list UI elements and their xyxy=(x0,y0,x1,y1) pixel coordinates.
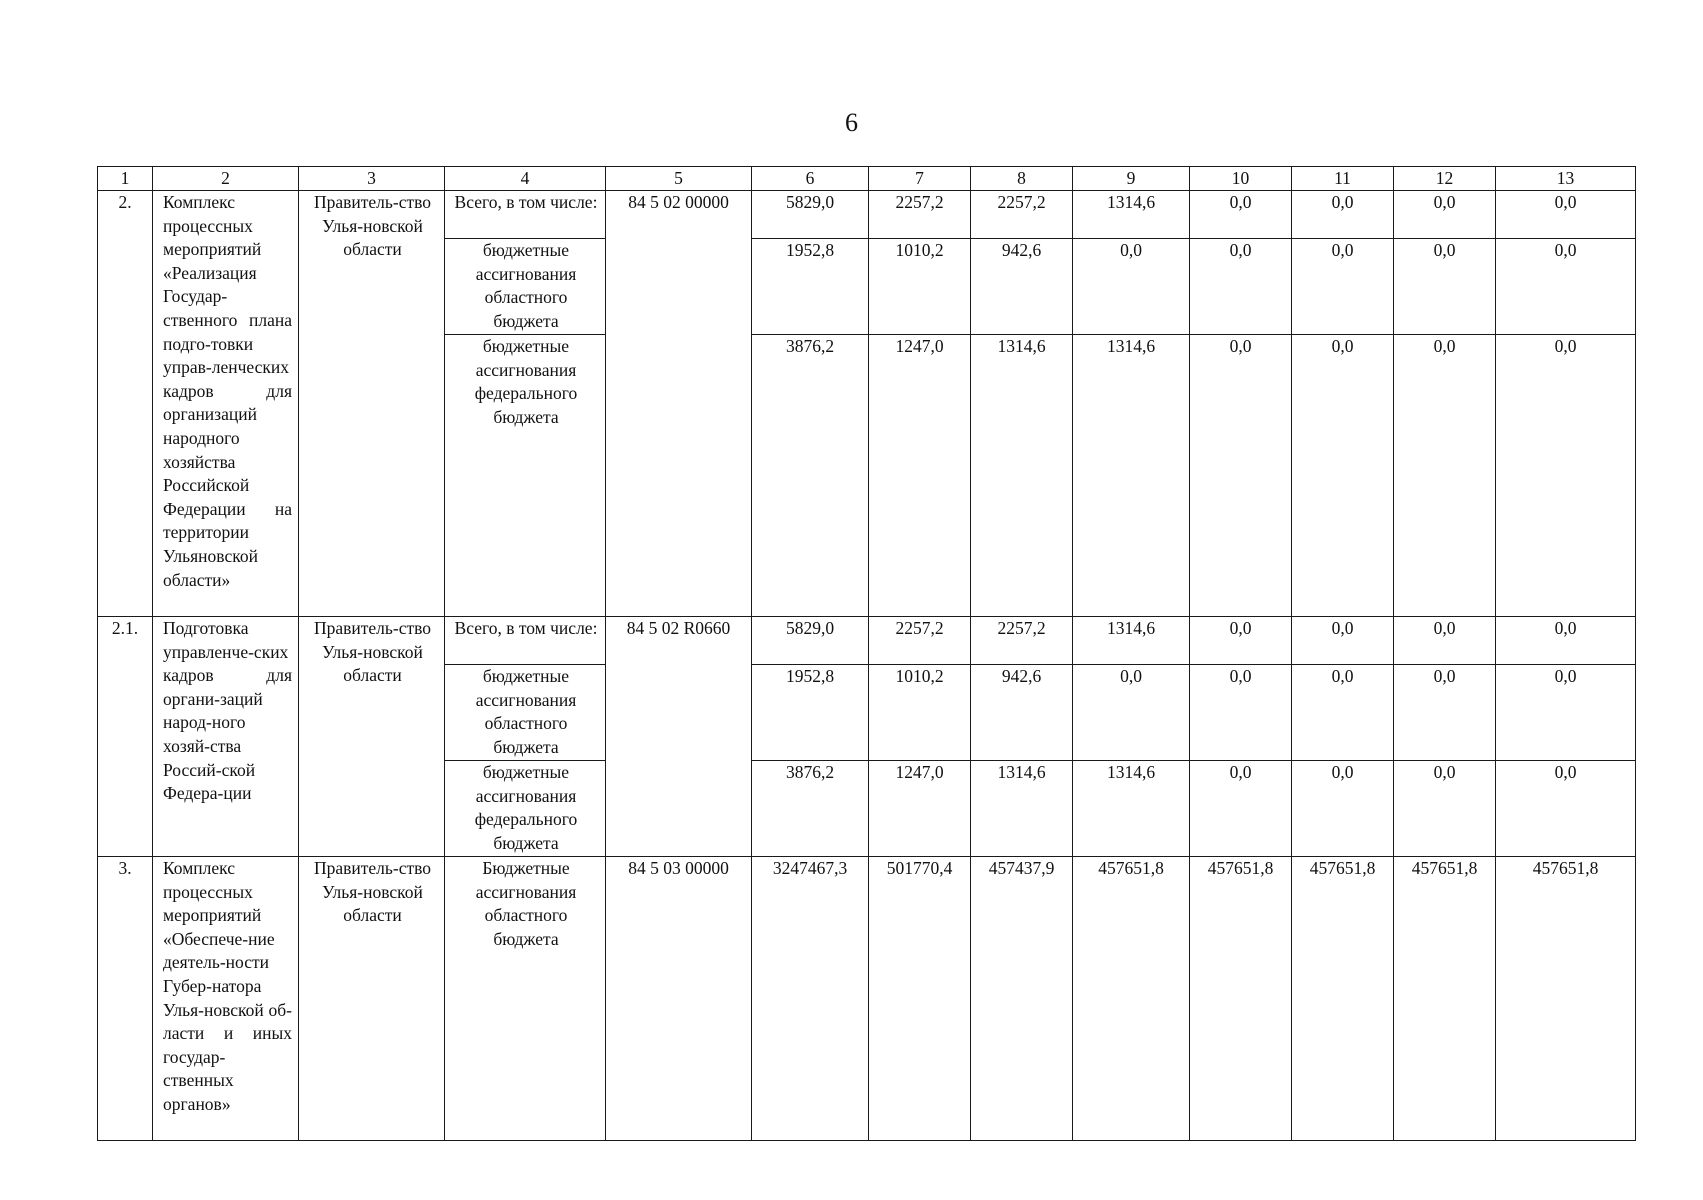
value-cell: 0,0 xyxy=(1394,239,1496,335)
table-row xyxy=(98,191,1636,239)
value-cell: 0,0 xyxy=(1496,761,1636,857)
row-number: 3. xyxy=(98,857,153,1141)
value-cell: 0,0 xyxy=(1496,617,1636,665)
budget-code: 84 5 03 00000 xyxy=(606,857,752,1141)
column-header: 1 xyxy=(98,167,153,191)
value-cell: 0,0 xyxy=(1394,665,1496,761)
funding-source: бюджетные ассигнования областного бюджета xyxy=(445,239,606,335)
column-header: 2 xyxy=(153,167,299,191)
row-number: 2. xyxy=(98,191,153,617)
value-cell: 0,0 xyxy=(1496,191,1636,239)
value-cell: 0,0 xyxy=(1073,665,1190,761)
value-cell: 0,0 xyxy=(1073,239,1190,335)
column-header: 11 xyxy=(1292,167,1394,191)
value-cell: 1314,6 xyxy=(1073,617,1190,665)
column-header: 12 xyxy=(1394,167,1496,191)
value-cell: 0,0 xyxy=(1496,239,1636,335)
value-cell: 2257,2 xyxy=(971,191,1073,239)
value-cell: 0,0 xyxy=(1190,191,1292,239)
value-cell: 0,0 xyxy=(1292,761,1394,857)
value-cell: 2257,2 xyxy=(869,617,971,665)
value-cell: 501770,4 xyxy=(869,857,971,1141)
table-row xyxy=(98,617,1636,665)
responsible-executor: Правитель-ство Улья-новской области xyxy=(299,191,445,617)
activity-name: Подготовка управленче-ских кадров для органи-заций народ-ного хозяй-ства Россий-ской Федера-ции xyxy=(153,617,299,857)
value-cell: 942,6 xyxy=(971,239,1073,335)
value-cell: 5829,0 xyxy=(752,191,869,239)
column-header: 13 xyxy=(1496,167,1636,191)
funding-source: Бюджетные ассигнования областного бюджета xyxy=(445,857,606,1141)
value-cell: 1314,6 xyxy=(971,761,1073,857)
value-cell: 0,0 xyxy=(1292,665,1394,761)
value-cell: 0,0 xyxy=(1496,335,1636,617)
column-header: 10 xyxy=(1190,167,1292,191)
page-number: 6 xyxy=(845,108,858,137)
column-header: 8 xyxy=(971,167,1073,191)
value-cell: 0,0 xyxy=(1394,191,1496,239)
activity-name: Комплекс процессных мероприятий «Реализация Государ-ственного плана подго-товки управ-ленческих кадров для организаций народного хозяйства Российской Федерации на территории Ульяновской области» xyxy=(153,191,299,617)
value-cell: 2257,2 xyxy=(971,617,1073,665)
value-cell: 0,0 xyxy=(1496,665,1636,761)
value-cell: 1952,8 xyxy=(752,665,869,761)
responsible-executor: Правитель-ство Улья-новской области xyxy=(299,617,445,857)
value-cell: 3876,2 xyxy=(752,335,869,617)
value-cell: 0,0 xyxy=(1292,239,1394,335)
value-cell: 3876,2 xyxy=(752,761,869,857)
value-cell: 1010,2 xyxy=(869,665,971,761)
value-cell: 1010,2 xyxy=(869,239,971,335)
column-header: 4 xyxy=(445,167,606,191)
value-cell: 2257,2 xyxy=(869,191,971,239)
activity-name: Комплекс процессных мероприятий «Обеспече-ние деятель-ности Губер-натора Улья-новской об-ласти и иных государ-ственных органов» xyxy=(153,857,299,1141)
value-cell: 5829,0 xyxy=(752,617,869,665)
funding-source: бюджетные ассигнования областного бюджета xyxy=(445,665,606,761)
value-cell: 3247467,3 xyxy=(752,857,869,1141)
responsible-executor: Правитель-ство Улья-новской области xyxy=(299,857,445,1141)
column-number-row xyxy=(98,167,1636,191)
budget-code: 84 5 02 00000 xyxy=(606,191,752,617)
value-cell: 942,6 xyxy=(971,665,1073,761)
budget-table xyxy=(97,166,1636,1141)
value-cell: 457437,9 xyxy=(971,857,1073,1141)
column-header: 6 xyxy=(752,167,869,191)
table-row xyxy=(98,857,1636,1141)
value-cell: 0,0 xyxy=(1292,617,1394,665)
funding-source: Всего, в том числе: xyxy=(445,191,606,239)
row-number: 2.1. xyxy=(98,617,153,857)
funding-source: бюджетные ассигнования федерального бюджета xyxy=(445,335,606,617)
value-cell: 457651,8 xyxy=(1394,857,1496,1141)
value-cell: 1247,0 xyxy=(869,761,971,857)
value-cell: 1314,6 xyxy=(1073,761,1190,857)
value-cell: 0,0 xyxy=(1190,239,1292,335)
value-cell: 0,0 xyxy=(1292,191,1394,239)
value-cell: 0,0 xyxy=(1190,617,1292,665)
value-cell: 0,0 xyxy=(1190,665,1292,761)
column-header: 5 xyxy=(606,167,752,191)
funding-source: бюджетные ассигнования федерального бюджета xyxy=(445,761,606,857)
value-cell: 0,0 xyxy=(1394,335,1496,617)
column-header: 7 xyxy=(869,167,971,191)
value-cell: 1952,8 xyxy=(752,239,869,335)
value-cell: 0,0 xyxy=(1190,761,1292,857)
value-cell: 457651,8 xyxy=(1292,857,1394,1141)
value-cell: 457651,8 xyxy=(1073,857,1190,1141)
value-cell: 1247,0 xyxy=(869,335,971,617)
value-cell: 1314,6 xyxy=(1073,191,1190,239)
budget-code: 84 5 02 R0660 xyxy=(606,617,752,857)
column-header: 9 xyxy=(1073,167,1190,191)
value-cell: 457651,8 xyxy=(1190,857,1292,1141)
value-cell: 1314,6 xyxy=(971,335,1073,617)
value-cell: 0,0 xyxy=(1190,335,1292,617)
value-cell: 0,0 xyxy=(1292,335,1394,617)
value-cell: 1314,6 xyxy=(1073,335,1190,617)
funding-source: Всего, в том числе: xyxy=(445,617,606,665)
value-cell: 457651,8 xyxy=(1496,857,1636,1141)
value-cell: 0,0 xyxy=(1394,761,1496,857)
value-cell: 0,0 xyxy=(1394,617,1496,665)
column-header: 3 xyxy=(299,167,445,191)
